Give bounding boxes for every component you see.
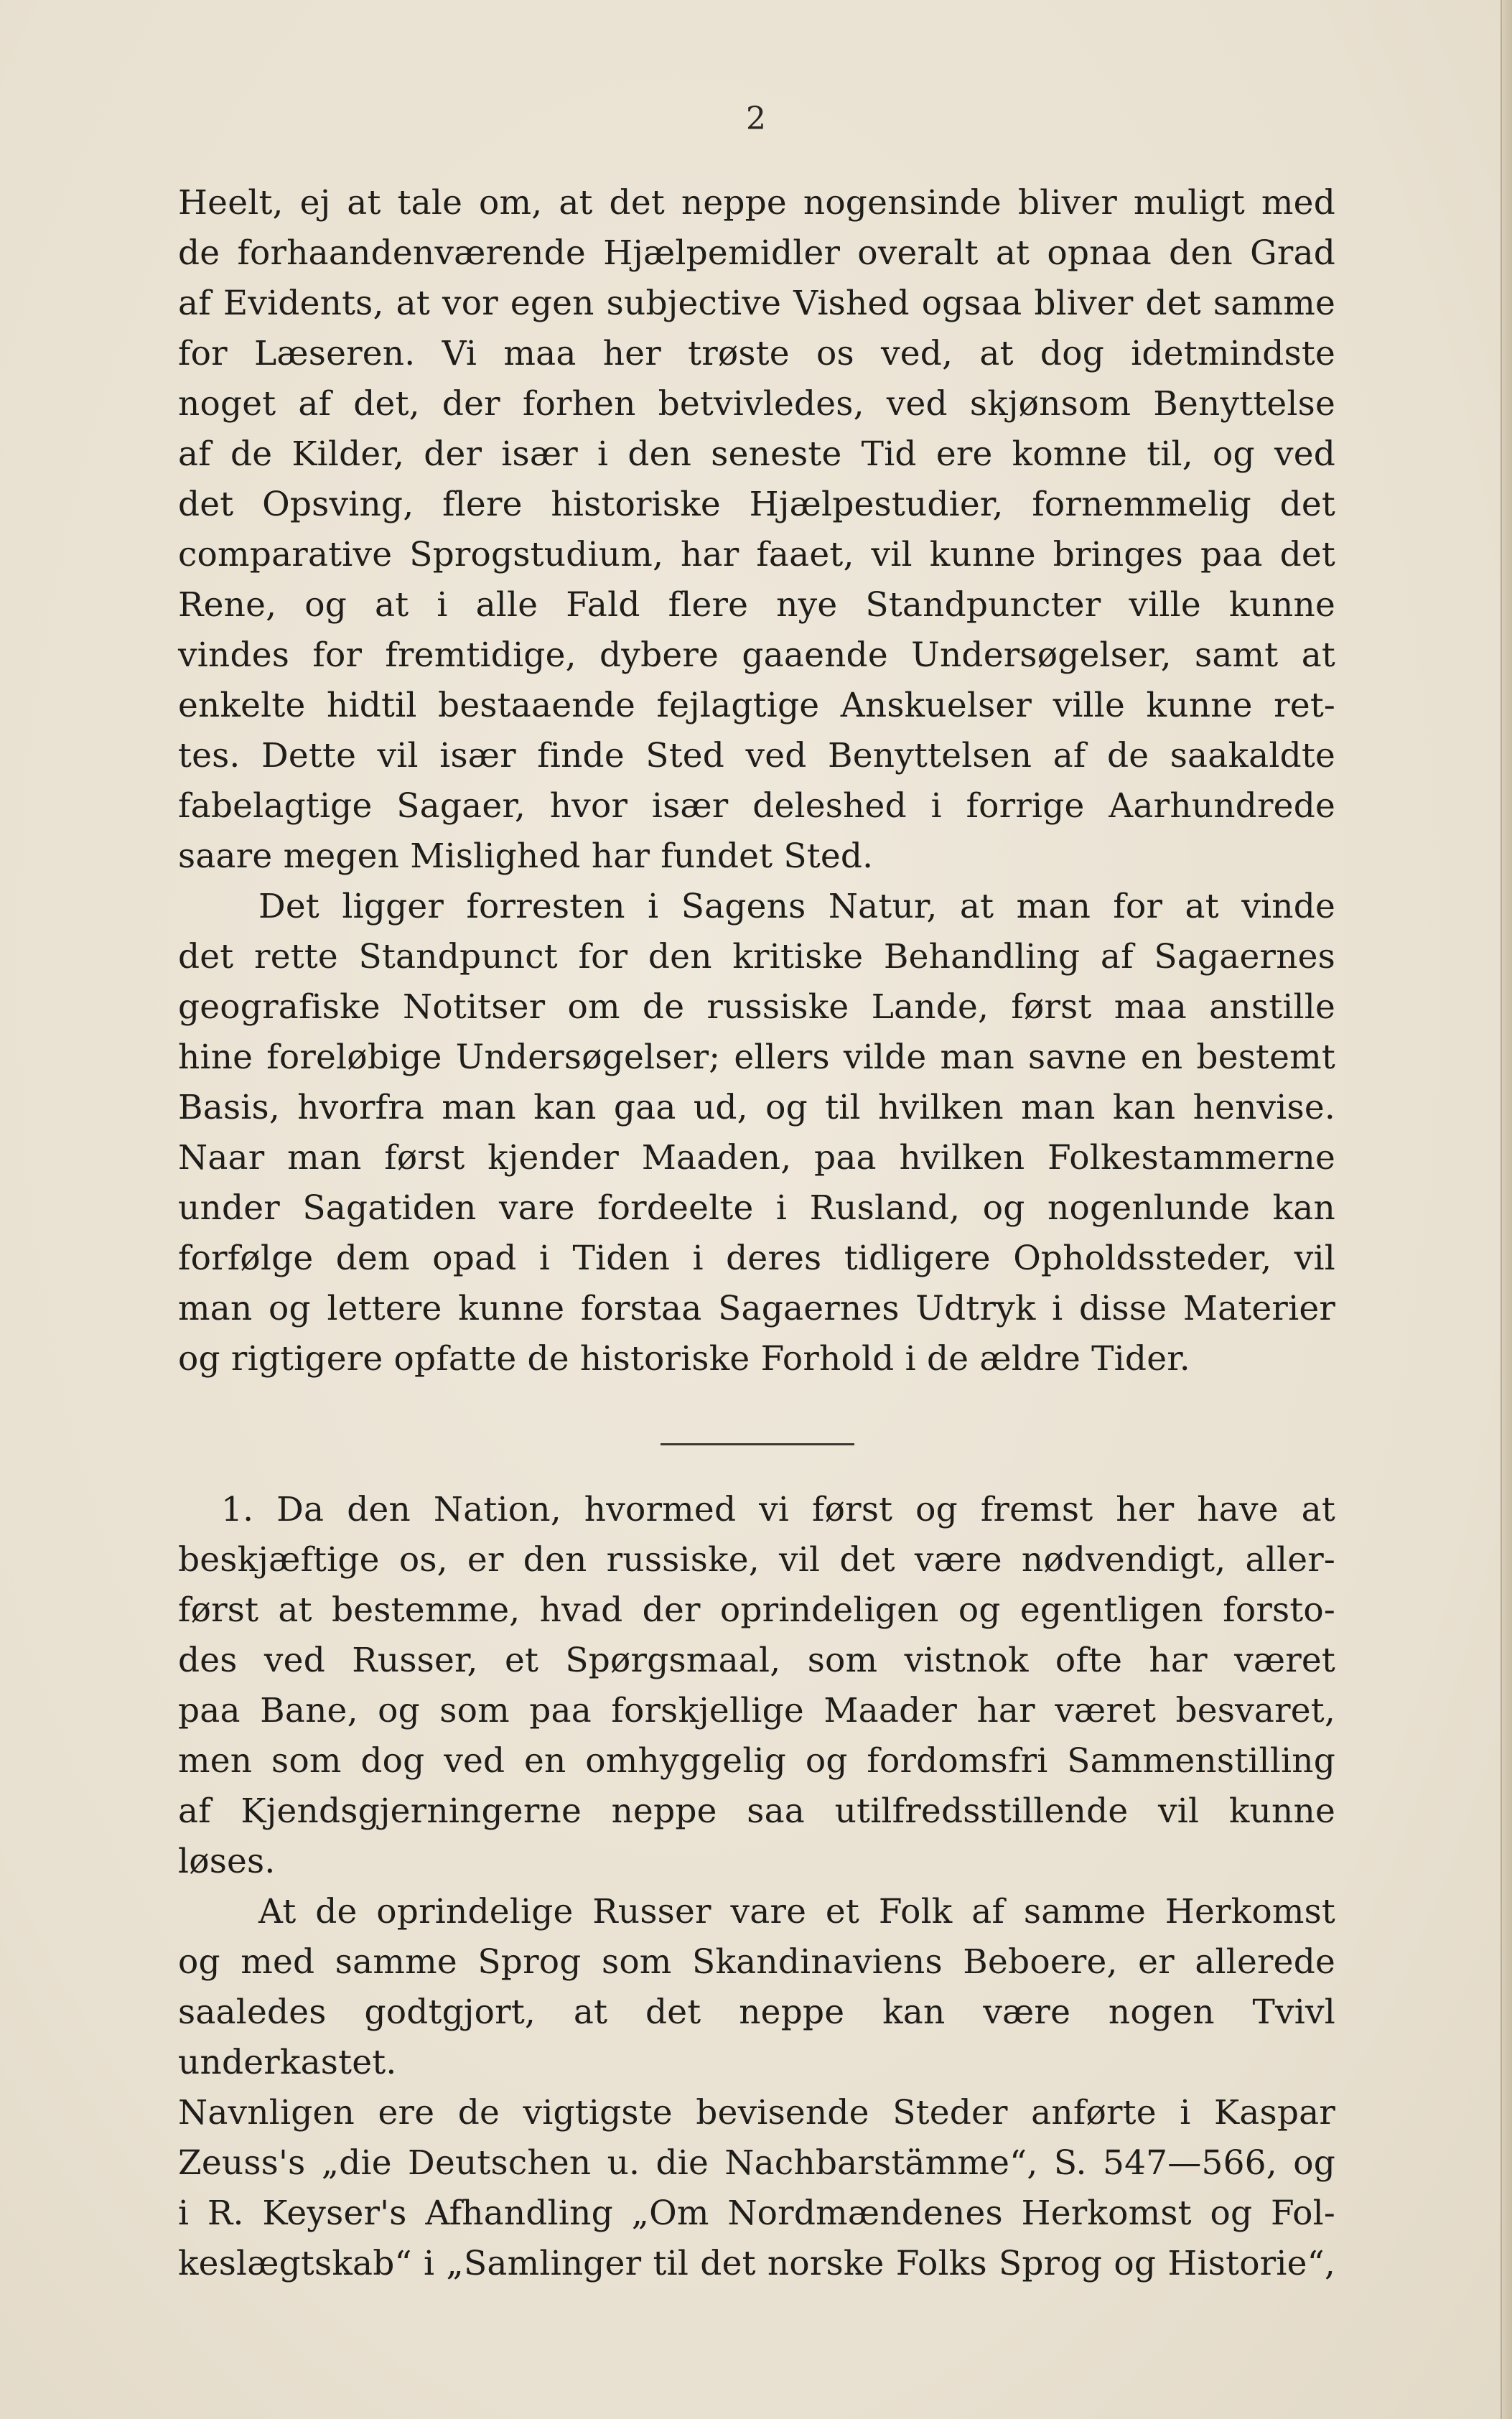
text-line: saare megen Mislighed har fundet Sted.	[178, 836, 874, 876]
text-line: man og lettere kunne forstaa Sagaernes Udtryk i disse Materier	[178, 1289, 1335, 1328]
text-line: Heelt, ej at tale om, at det neppe nogensinde bliver muligt med	[178, 183, 1335, 223]
text-line: og med samme Sprog som Skandinaviens Beboere, er allerede	[178, 1942, 1335, 1982]
text-line: hine foreløbige Undersøgelser; ellers vilde man savne en bestemt	[178, 1038, 1335, 1077]
text-line: det rette Standpunct for den kritiske Behandling af Sagaernes	[178, 937, 1335, 977]
paragraph-4	[178, 1887, 1335, 2289]
text-line: saaledes godtgjort, at det neppe kan være nogen Tvivl underkastet.	[178, 1992, 1335, 2082]
text-line: 1. Da den Nation, hvormed vi først og fremst her have at	[221, 1490, 1335, 1529]
text-line: de forhaandenværende Hjælpemidler overalt at opnaa den Grad	[178, 233, 1335, 273]
text-line: Basis, hvorfra man kan gaa ud, og til hvilken man kan henvise.	[178, 1088, 1335, 1127]
page-number: 2	[746, 101, 766, 137]
text-line: fabelagtige Sagaer, hvor især deleshed i forrige Aarhundrede	[178, 786, 1335, 826]
text-line: og rigtigere opfatte de historiske Forhold i de ældre Tider.	[178, 1339, 1190, 1379]
text-line: først at bestemme, hvad der oprindeligen og egentligen forsto-	[178, 1590, 1335, 1630]
text-line: Det ligger forresten i Sagens Natur, at man for at vinde	[258, 887, 1335, 926]
text-line: enkelte hidtil bestaaende fejlagtige Anskuelser ville kunne ret-	[178, 686, 1335, 725]
text-line: tes. Dette vil især finde Sted ved Benyttelsen af de saakaldte	[178, 736, 1335, 775]
text-line: for Læseren. Vi maa her trøste os ved, at dog idetmindste	[178, 334, 1335, 373]
text-line: Navnligen ere de vigtigste bevisende Steder anførte i Kaspar	[178, 2093, 1335, 2133]
text-line: løses.	[178, 1842, 276, 1881]
text-line: paa Bane, og som paa forskjellige Maader har været besvaret,	[178, 1691, 1335, 1730]
text-line: geografiske Notitser om de russiske Lande, først maa anstille	[178, 987, 1335, 1027]
upper-text-block	[178, 178, 1335, 1384]
text-line: Rene, og at i alle Fald flere nye Standpuncter ville kunne	[178, 585, 1335, 625]
paragraph-2	[178, 882, 1335, 1384]
page-edge	[1501, 0, 1512, 2419]
text-line: af Kjendsgjerningerne neppe saa utilfredsstillende vil kunne	[178, 1791, 1335, 1831]
text-line: men som dog ved en omhyggelig og fordomsfri Sammenstilling	[178, 1741, 1335, 1781]
text-line: forfølge dem opad i Tiden i deres tidligere Opholdssteder, vil	[178, 1239, 1335, 1278]
text-line: beskjæftige os, er den russiske, vil det være nødvendigt, aller-	[178, 1540, 1335, 1580]
text-line: noget af det, der forhen betvivledes, ved skjønsom Benyttelse	[178, 384, 1335, 424]
text-line: af Evidents, at vor egen subjective Vished ogsaa bliver det samme	[178, 284, 1335, 323]
text-line: At de oprindelige Russer vare et Folk af samme Herkomst	[258, 1892, 1335, 1931]
text-line: Naar man først kjender Maaden, paa hvilken Folkestammerne	[178, 1138, 1335, 1178]
text-line: keslægtskab“ i „Samlinger til det norske Folks Sprog og Historie“,	[178, 2244, 1335, 2283]
paragraph-3	[178, 1485, 1335, 1887]
text-line: af de Kilder, der især i den seneste Tid ere komne til, og ved	[178, 434, 1335, 474]
text-line: Zeuss's „die Deutschen u. die Nachbarstämme“, S. 547—566, og	[178, 2143, 1335, 2183]
text-line: des ved Russer, et Spørgsmaal, som vistnok ofte har været	[178, 1641, 1335, 1680]
text-line: det Opsving, flere historiske Hjælpestudier, fornemmelig det	[178, 485, 1335, 524]
lower-text-block	[178, 1485, 1335, 2289]
text-line: comparative Sprogstudium, har faaet, vil kunne bringes paa det	[178, 535, 1335, 574]
text-line: under Sagatiden vare fordeelte i Rusland, og nogenlunde kan	[178, 1188, 1335, 1228]
section-divider	[661, 1443, 854, 1445]
text-line: vindes for fremtidige, dybere gaaende Undersøgelser, samt at	[178, 635, 1335, 675]
paragraph-1	[178, 178, 1335, 882]
text-line: i R. Keyser's Afhandling „Om Nordmændenes Herkomst og Fol-	[178, 2194, 1335, 2233]
